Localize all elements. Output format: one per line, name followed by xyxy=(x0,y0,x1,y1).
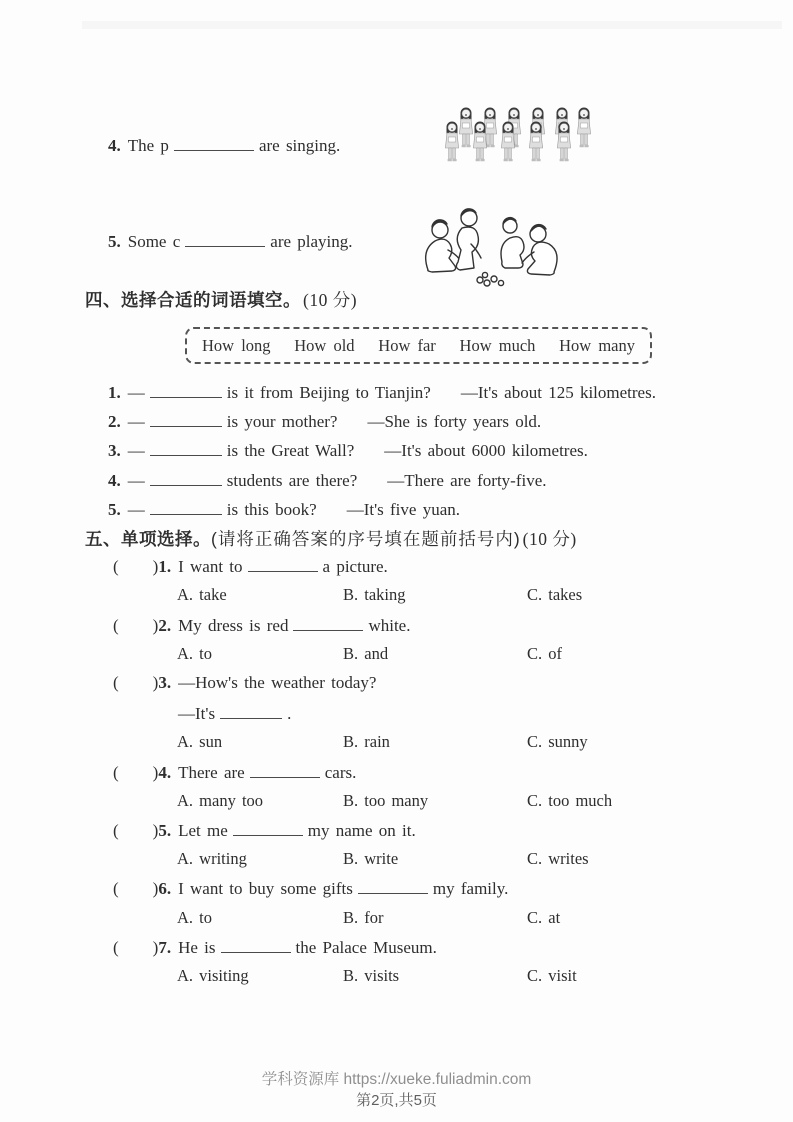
bracket-open: ( xyxy=(113,821,119,840)
question-number: 1. xyxy=(108,383,121,402)
word-bank-box xyxy=(185,327,652,364)
word-bank-item: How far xyxy=(378,335,436,355)
fill-blank-item-5 xyxy=(108,231,353,252)
s4-question-2 xyxy=(108,411,541,432)
bracket-close: ) xyxy=(152,557,159,576)
word-bank-item: How long xyxy=(202,335,271,355)
heading-text: 四、选择合适的词语填空。 xyxy=(85,290,301,310)
bracket-close: ) xyxy=(152,821,159,840)
option-c: C. of xyxy=(527,644,562,663)
stem-pre: There are xyxy=(178,763,245,782)
question-text: students are there? xyxy=(226,471,358,490)
sentence-post: are singing. xyxy=(258,136,341,155)
dash: — xyxy=(127,412,145,431)
bracket-close: ) xyxy=(152,673,159,692)
bracket-open: ( xyxy=(113,557,119,576)
question-text: is this book? xyxy=(226,500,317,519)
word-bank-item: How many xyxy=(559,335,635,355)
section-four-heading xyxy=(85,287,357,312)
bracket-open: ( xyxy=(113,938,119,957)
bracket-open: ( xyxy=(113,673,119,692)
item-number: 4. xyxy=(108,136,121,155)
dash: — xyxy=(127,471,145,490)
fill-blank-item-4 xyxy=(108,135,340,156)
sentence-post: are playing. xyxy=(270,232,353,251)
option-c: C. sunny xyxy=(527,732,588,751)
s5-question-3-line2 xyxy=(178,703,291,724)
option-a: A. to xyxy=(177,644,212,663)
s5-options-4 xyxy=(0,791,793,813)
s5-question-6 xyxy=(113,878,508,899)
option-b: B. write xyxy=(343,849,399,868)
word-bank-item: How much xyxy=(459,335,536,355)
question-number: 2. xyxy=(108,412,121,431)
question-number: 1. xyxy=(158,557,172,576)
heading-text: 五、单项选择。 xyxy=(85,529,211,549)
s5-options-6 xyxy=(0,908,793,930)
stem-post: cars. xyxy=(324,763,357,782)
option-b: B. for xyxy=(343,908,384,927)
bracket-open: ( xyxy=(113,616,119,635)
sentence-pre: The p xyxy=(127,136,169,155)
s5-question-7 xyxy=(113,937,437,958)
s5-question-2 xyxy=(113,615,410,636)
s4-question-5 xyxy=(108,499,460,520)
option-b: B. taking xyxy=(343,585,406,604)
bracket-close: ) xyxy=(152,616,159,635)
answer-blank xyxy=(150,440,222,456)
option-a: A. take xyxy=(177,585,227,604)
points-label: (10 分) xyxy=(303,290,358,310)
option-b: B. too many xyxy=(343,791,429,810)
s5-options-2 xyxy=(0,644,793,666)
answer-blank xyxy=(221,937,291,953)
option-a: A. sun xyxy=(177,732,223,751)
answer-text: —It's five yuan. xyxy=(346,500,460,519)
option-c: C. takes xyxy=(527,585,583,604)
stem-post: my family. xyxy=(432,879,509,898)
answer-blank xyxy=(293,615,363,631)
stem-line1: —How's the weather today? xyxy=(178,673,377,692)
question-number: 5. xyxy=(158,821,172,840)
question-number: 3. xyxy=(158,673,172,692)
bracket-open: ( xyxy=(113,879,119,898)
stem-post: a picture. xyxy=(322,557,388,576)
section-five-heading xyxy=(85,526,577,551)
answer-text: —It's about 6000 kilometres. xyxy=(384,441,588,460)
question-number: 4. xyxy=(158,763,172,782)
bracket-close: ) xyxy=(152,763,159,782)
s4-question-1 xyxy=(108,382,656,403)
answer-blank xyxy=(358,878,428,894)
question-number: 7. xyxy=(158,938,172,957)
answer-blank xyxy=(150,382,222,398)
option-b: B. and xyxy=(343,644,389,663)
scan-artifact-band xyxy=(82,21,782,29)
option-c: C. visit xyxy=(527,966,577,985)
option-b: B. rain xyxy=(343,732,390,751)
sentence-pre: Some c xyxy=(127,232,181,251)
s5-options-1 xyxy=(0,585,793,607)
s5-question-5 xyxy=(113,820,416,841)
dash: — xyxy=(127,500,145,519)
question-text: is your mother? xyxy=(226,412,338,431)
stem-post: white. xyxy=(368,616,411,635)
footer-site-watermark: 学科资源库 https://xueke.fuliadmin.com xyxy=(261,1071,532,1088)
stem-post: . xyxy=(287,704,292,723)
question-number: 4. xyxy=(108,471,121,490)
bracket-close: ) xyxy=(152,879,159,898)
s4-question-3 xyxy=(108,440,588,461)
word-bank-item: How old xyxy=(294,335,355,355)
s5-options-5 xyxy=(0,849,793,871)
answer-blank xyxy=(185,231,265,247)
stem-post: the Palace Museum. xyxy=(295,938,437,957)
option-a: A. to xyxy=(177,908,212,927)
option-c: C. at xyxy=(527,908,561,927)
answer-blank xyxy=(220,703,282,719)
option-a: A. visiting xyxy=(177,966,249,985)
s5-question-4 xyxy=(113,762,356,783)
option-a: A. writing xyxy=(177,849,247,868)
s5-question-3 xyxy=(113,673,376,693)
dash: — xyxy=(127,383,145,402)
stem-pre: My dress is red xyxy=(178,616,289,635)
s5-question-1 xyxy=(113,556,388,577)
answer-text: —There are forty-five. xyxy=(387,471,547,490)
question-number: 5. xyxy=(108,500,121,519)
dash: — xyxy=(127,441,145,460)
question-number: 2. xyxy=(158,616,172,635)
bracket-close: ) xyxy=(152,938,159,957)
stem-pre: I want to buy some gifts xyxy=(178,879,353,898)
s4-question-4 xyxy=(108,470,547,491)
s5-options-3 xyxy=(0,732,793,754)
option-c: C. writes xyxy=(527,849,589,868)
footer-page-number: 第2页,共5页 xyxy=(356,1092,437,1109)
item-number: 5. xyxy=(108,232,121,251)
answer-blank xyxy=(150,411,222,427)
stem-post: my name on it. xyxy=(307,821,416,840)
question-text: is it from Beijing to Tianjin? xyxy=(226,383,431,402)
answer-blank xyxy=(150,499,222,515)
option-a: A. many too xyxy=(177,791,264,810)
answer-blank xyxy=(248,556,318,572)
stem-pre: He is xyxy=(178,938,216,957)
answer-blank xyxy=(233,820,303,836)
s5-options-7 xyxy=(0,966,793,988)
answer-blank xyxy=(250,762,320,778)
children-playing-image xyxy=(414,204,566,290)
points-label: (10 分) xyxy=(522,529,577,549)
question-number: 6. xyxy=(158,879,172,898)
heading-note: (请将正确答案的序号填在题前括号内) xyxy=(211,529,521,549)
answer-text: —It's about 125 kilometres. xyxy=(460,383,656,402)
question-text: is the Great Wall? xyxy=(226,441,355,460)
answer-blank xyxy=(174,135,254,151)
answer-blank xyxy=(150,470,222,486)
bracket-open: ( xyxy=(113,763,119,782)
option-b: B. visits xyxy=(343,966,400,985)
question-number: 3. xyxy=(108,441,121,460)
stem-pre: —It's xyxy=(178,704,216,723)
option-c: C. too much xyxy=(527,791,613,810)
answer-text: —She is forty years old. xyxy=(367,412,542,431)
stem-pre: I want to xyxy=(178,557,243,576)
choir-singing-image xyxy=(428,104,596,190)
stem-pre: Let me xyxy=(178,821,228,840)
